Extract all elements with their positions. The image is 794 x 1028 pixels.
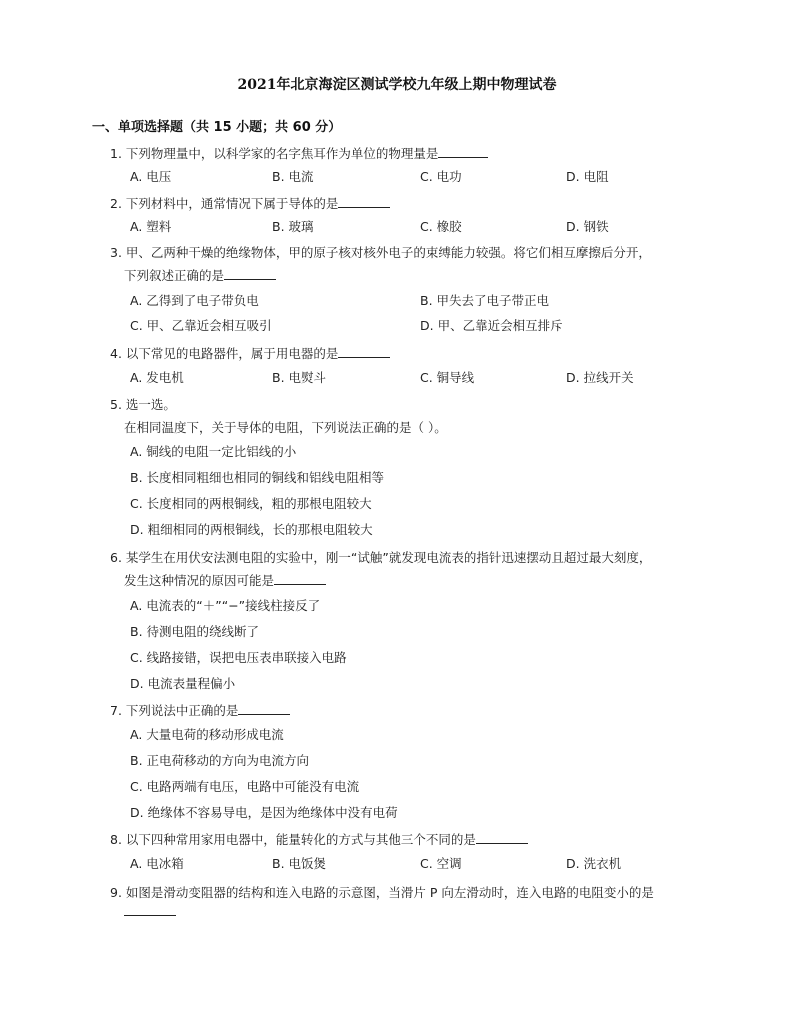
q5-option-a[interactable]: A. 铜线的电阻一定比铝线的小 — [130, 444, 297, 459]
question-1-stem: 1. 下列物理量中，以科学家的名字焦耳作为单位的物理量是 — [110, 144, 488, 162]
answer-blank[interactable] — [338, 195, 390, 208]
answer-blank[interactable] — [476, 831, 528, 844]
question-9-stem-cont — [124, 903, 176, 919]
q6-option-a[interactable]: A. 电流表的“＋”“−”接线柱接反了 — [130, 598, 321, 613]
question-7-stem: 7. 下列说法中正确的是 — [110, 701, 290, 719]
question-6-stem: 6. 某学生在用伏安法测电阻的实验中，刚一“试触”就发现电流表的指针迅速摆动且超过最大刻度， — [110, 550, 652, 565]
q7-option-a[interactable]: A. 大量电荷的移动形成电流 — [130, 727, 284, 742]
q6-option-b[interactable]: B. 待测电阻的绕线断了 — [130, 624, 260, 639]
question-6-stem-cont: 发生这种情况的原因可能是 — [124, 571, 326, 589]
q6-option-d[interactable]: D. 电流表量程偏小 — [130, 676, 236, 691]
section-heading: 一、单项选择题（共 15 小题；共 60 分） — [92, 120, 342, 135]
q5-option-d[interactable]: D. 粗细相同的两根铜线，长的那根电阻较大 — [130, 522, 373, 537]
answer-blank[interactable] — [438, 145, 488, 158]
q1-option-c[interactable]: C. 电功 — [420, 169, 462, 184]
question-4-stem: 4. 以下常见的电路器件，属于用电器的是 — [110, 344, 390, 362]
answer-blank[interactable] — [338, 345, 390, 358]
q2-option-b[interactable]: B. 玻璃 — [272, 219, 314, 234]
q8-option-b[interactable]: B. 电饭煲 — [272, 856, 327, 871]
answer-blank[interactable] — [238, 702, 290, 715]
q2-option-a[interactable]: A. 塑料 — [130, 219, 172, 234]
q8-option-c[interactable]: C. 空调 — [420, 856, 462, 871]
q8-option-d[interactable]: D. 洗衣机 — [566, 856, 622, 871]
question-8-stem: 8. 以下四种常用家用电器中，能量转化的方式与其他三个不同的是 — [110, 830, 528, 848]
q4-option-c[interactable]: C. 铜导线 — [420, 370, 475, 385]
answer-blank[interactable] — [224, 267, 276, 280]
exam-title: 2021年北京海淀区测试学校九年级上期中物理试卷 — [237, 77, 557, 93]
question-2-stem: 2. 下列材料中，通常情况下属于导体的是 — [110, 194, 390, 212]
answer-blank[interactable] — [124, 903, 176, 916]
q2-option-d[interactable]: D. 钢铁 — [566, 219, 609, 234]
question-3-stem-cont: 下列叙述正确的是 — [124, 266, 276, 284]
q7-option-d[interactable]: D. 绝缘体不容易导电，是因为绝缘体中没有电荷 — [130, 805, 398, 820]
q5-option-b[interactable]: B. 长度相同粗细也相同的铜线和铝线电阻相等 — [130, 470, 385, 485]
question-9-stem: 9. 如图是滑动变阻器的结构和连入电路的示意图，当滑片 P 向左滑动时，连入电路的电阻变小的是 — [110, 885, 654, 900]
q3-option-d[interactable]: D. 甲、乙靠近会相互排斥 — [420, 318, 563, 333]
q8-option-a[interactable]: A. 电冰箱 — [130, 856, 184, 871]
q3-option-a[interactable]: A. 乙得到了电子带负电 — [130, 293, 259, 308]
q4-option-a[interactable]: A. 发电机 — [130, 370, 184, 385]
q2-option-c[interactable]: C. 橡胶 — [420, 219, 462, 234]
q4-option-d[interactable]: D. 拉线开关 — [566, 370, 634, 385]
q3-option-b[interactable]: B. 甲失去了电子带正电 — [420, 293, 550, 308]
q4-option-b[interactable]: B. 电熨斗 — [272, 370, 327, 385]
question-5-stem-cont: 在相同温度下，关于导体的电阻，下列说法正确的是（ ）。 — [124, 420, 447, 435]
q1-option-a[interactable]: A. 电压 — [130, 169, 172, 184]
q3-option-c[interactable]: C. 甲、乙靠近会相互吸引 — [130, 318, 272, 333]
q1-option-b[interactable]: B. 电流 — [272, 169, 314, 184]
q7-option-b[interactable]: B. 正电荷移动的方向为电流方向 — [130, 753, 310, 768]
answer-blank[interactable] — [274, 572, 326, 585]
q5-option-c[interactable]: C. 长度相同的两根铜线，粗的那根电阻较大 — [130, 496, 372, 511]
question-5-stem: 5. 选一选。 — [110, 397, 176, 412]
q7-option-c[interactable]: C. 电路两端有电压，电路中可能没有电流 — [130, 779, 360, 794]
question-3-stem: 3. 甲、乙两种干燥的绝缘物体，甲的原子核对核外电子的束缚能力较强。将它们相互摩擦后分开， — [110, 245, 651, 260]
q6-option-c[interactable]: C. 线路接错，误把电压表串联接入电路 — [130, 650, 347, 665]
q1-option-d[interactable]: D. 电阻 — [566, 169, 609, 184]
